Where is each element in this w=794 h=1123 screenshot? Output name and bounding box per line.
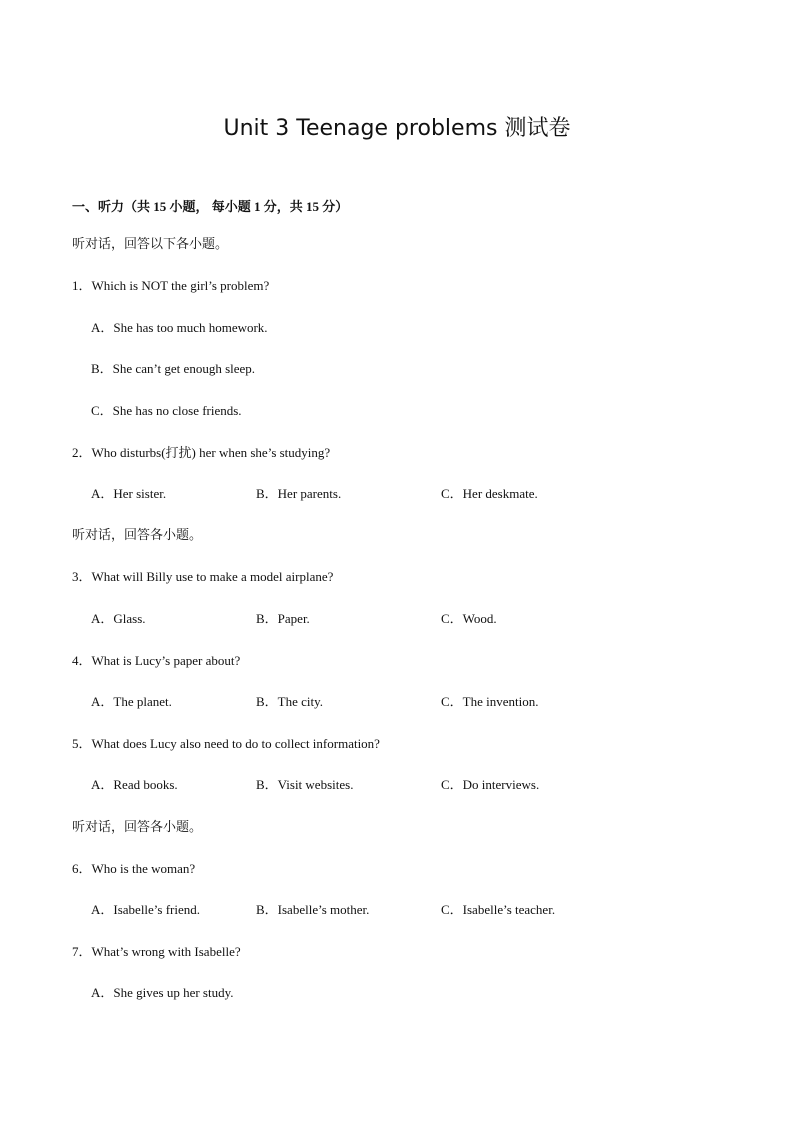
question-number: 4． [72,653,92,668]
question-4-option-b: B．The city. [256,694,324,709]
instruction-text: 听对话，回答各小题。 [72,527,203,542]
question-5 [72,733,380,752]
question-number: 2． [72,445,92,460]
question-2 [72,442,330,461]
section-heading: 一、听力（共 15 小题， 每小题 1 分，共 15 分） [72,199,349,214]
question-text: Who is the woman? [91,861,196,876]
question-3-option-b: B．Paper. [256,611,310,626]
question-5-option-c: C．Do interviews. [441,777,540,792]
question-text: Who disturbs(打扰) her when she’s studying? [91,445,331,460]
question-text: What does Lucy also need to do to collect information? [91,736,380,751]
question-number: 1． [72,278,92,293]
question-5-option-a: A．Read books. [91,777,178,792]
question-2-option-a: A．Her sister. [91,486,167,501]
question-3-option-c: C．Wood. [441,611,497,626]
instruction-text: 听对话，回答各小题。 [72,819,203,834]
question-number: 7． [72,944,92,959]
question-text: What will Billy use to make a model airplane? [91,569,334,584]
question-6-option-b: B．Isabelle’s mother. [256,902,370,917]
question-text: Which is NOT the girl’s problem? [91,278,270,293]
question-4-option-a: A．The planet. [91,694,172,709]
question-3 [72,566,333,585]
question-text: What’s wrong with Isabelle? [91,944,241,959]
question-1-option-a: A．She has too much homework. [91,320,268,335]
instruction-text: 听对话，回答以下各小题。 [72,236,229,251]
question-5-option-b: B．Visit websites. [256,777,354,792]
question-6 [72,858,195,877]
question-number: 6． [72,861,92,876]
question-6-option-c: C．Isabelle’s teacher. [441,902,556,917]
question-text: What is Lucy’s paper about? [91,653,241,668]
question-4-option-c: C．The invention. [441,694,539,709]
question-2-option-b: B．Her parents. [256,486,342,501]
question-6-option-a: A．Isabelle’s friend. [91,902,201,917]
question-1 [72,275,269,294]
page-title: Unit 3 Teenage problems 测试卷 [223,116,571,141]
question-1-option-c: C．She has no close friends. [91,403,242,418]
question-2-option-c: C．Her deskmate. [441,486,538,501]
question-4 [72,650,240,669]
question-3-option-a: A．Glass. [91,611,146,626]
question-number: 3． [72,569,92,584]
question-7-option-a: A．She gives up her study. [91,985,234,1000]
question-7 [72,941,241,960]
question-number: 5． [72,736,92,751]
question-1-option-b: B．She can’t get enough sleep. [91,361,256,376]
